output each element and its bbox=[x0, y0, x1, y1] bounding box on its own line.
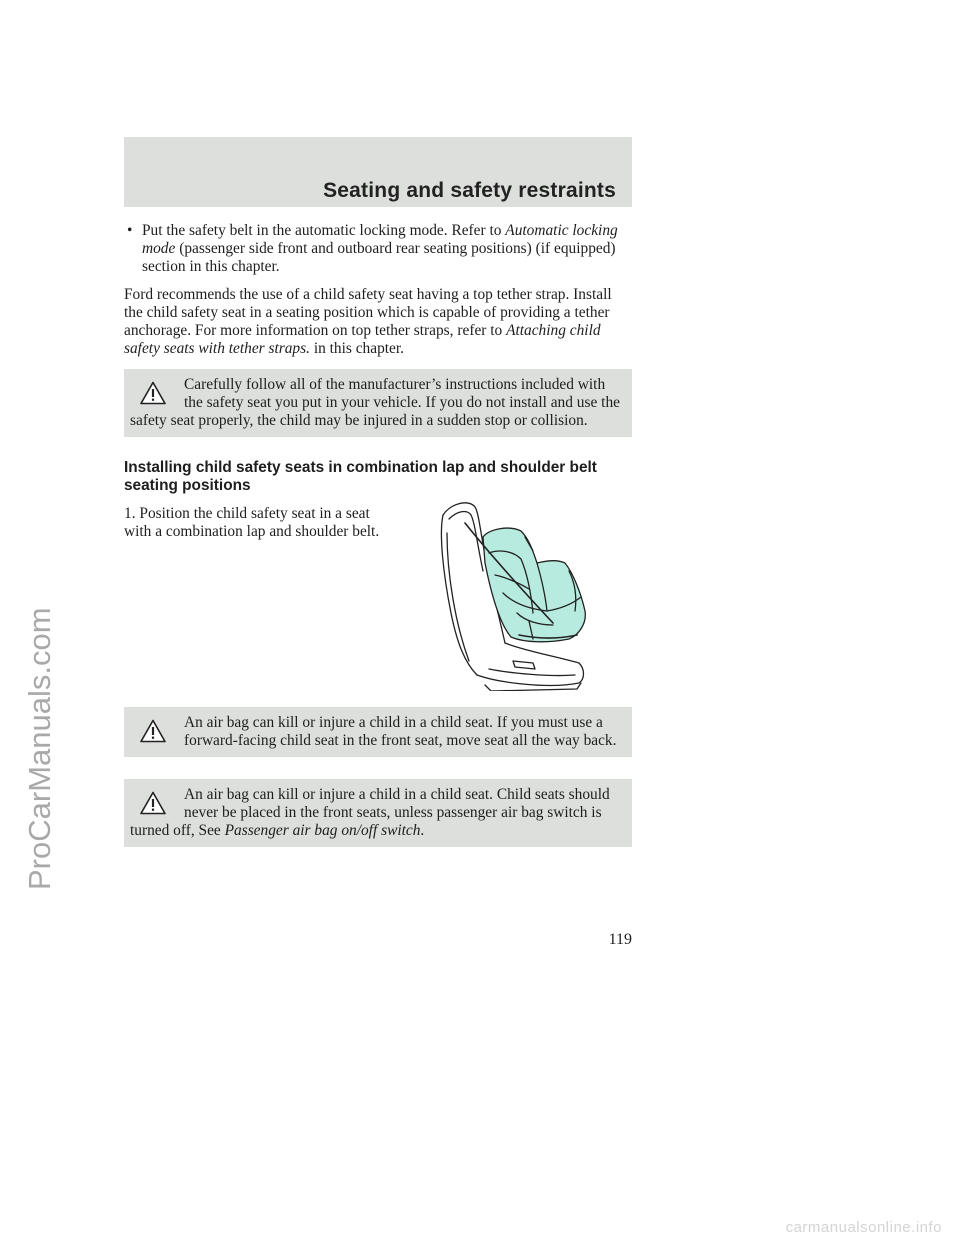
page-content bbox=[124, 222, 632, 869]
warning-triangle-icon bbox=[140, 381, 166, 405]
page-number: 119 bbox=[608, 931, 632, 948]
subheading-lap-shoulder-belt: Installing child safety seats in combination lap and shoulder belt seating positions bbox=[124, 459, 597, 494]
tether-paragraph bbox=[124, 286, 632, 358]
tether-paragraph-pre: Ford recommends the use of a child safety seat having a top tether strap. Install the child safety seat in a seating position which is capable of providing a tether anchorage. For more information on top tether straps, refer to bbox=[124, 286, 612, 339]
section-title: Seating and safety restraints bbox=[323, 179, 616, 202]
step-1-text: 1. Position the child safety seat in a seat with a combination lap and shoulder belt. bbox=[124, 505, 380, 540]
side-watermark bbox=[0, 0, 70, 1242]
warning-triangle-icon bbox=[140, 719, 166, 743]
tether-paragraph-post: in this chapter. bbox=[309, 340, 405, 357]
bullet-symbol: • bbox=[127, 222, 133, 239]
child-seat-in-vehicle-seat-illustration bbox=[429, 493, 599, 691]
warning-box-instructions bbox=[124, 369, 632, 437]
warning-text-airbag-switch bbox=[130, 786, 625, 840]
bullet-item bbox=[124, 222, 632, 276]
footer-watermark: carmanualsonline.info bbox=[785, 1219, 942, 1236]
warning-3-text-post: . bbox=[420, 822, 425, 839]
warning-3-text-pre: An air bag can kill or injure a child in a child seat. Child seats should never be placed in the front seats, unless passenger air bag switch is turned off, See bbox=[130, 786, 610, 839]
tether-straps-reference: Attaching child safety seats with tether straps. bbox=[124, 322, 601, 357]
airbag-switch-reference: Passenger air bag on/off switch bbox=[224, 822, 421, 839]
warning-box-forward-facing bbox=[124, 707, 632, 757]
step-1-block bbox=[124, 505, 632, 695]
bullet-text-post: (passenger side front and outboard rear seating positions) (if equipped) section in this chapter. bbox=[142, 240, 616, 275]
section-header-band bbox=[124, 137, 632, 207]
warning-text-forward-facing: An air bag can kill or injure a child in a child seat. If you must use a forward-facing child seat in the front seat, move seat all the way back. bbox=[184, 714, 617, 749]
automatic-locking-mode-reference: Automatic locking mode bbox=[142, 222, 618, 257]
warning-box-airbag-switch bbox=[124, 779, 632, 847]
bullet-text-pre: Put the safety belt in the automatic locking mode. Refer to bbox=[142, 222, 506, 239]
bullet-text bbox=[142, 222, 632, 276]
side-watermark-text: ProCarManuals.com bbox=[22, 607, 57, 890]
warning-triangle-icon bbox=[140, 791, 166, 815]
warning-text-instructions: Carefully follow all of the manufacturer’s instructions included with the safety seat you put in your vehicle. If you do not install and use the safety seat properly, the child may be injured in a sudden stop or collision. bbox=[130, 376, 620, 429]
